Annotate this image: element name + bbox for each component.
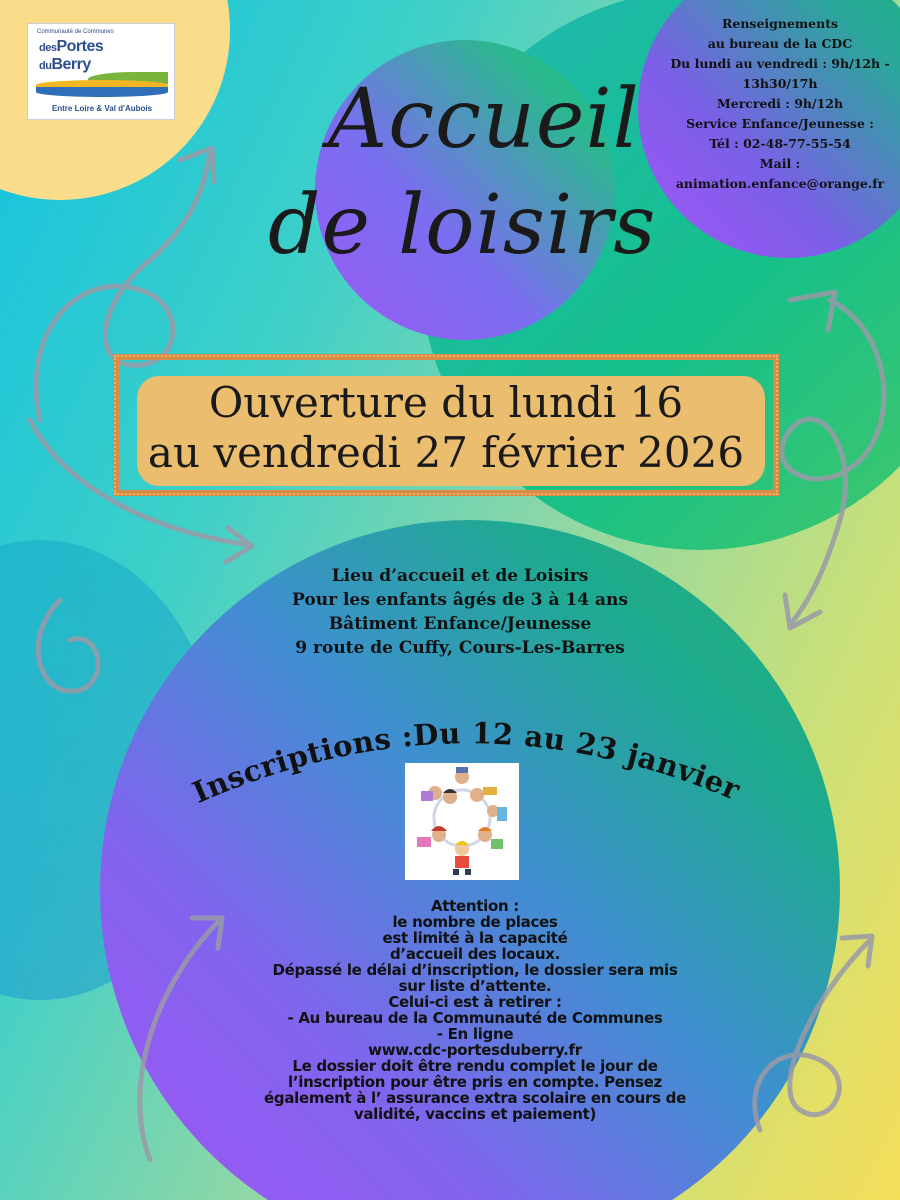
- info-line: 13h30/17h: [742, 76, 818, 91]
- attention-line: d’accueil des locaux.: [390, 945, 560, 963]
- lieu-line: Bâtiment Enfance/Jeunesse: [328, 614, 592, 634]
- logo-line-1: desPortes: [39, 38, 104, 55]
- title-line-2: de loisirs: [268, 178, 657, 273]
- logo-bottom-text: Entre Loire & Val d'Aubois: [51, 104, 153, 113]
- attention-line: sur liste d’attente.: [398, 977, 552, 995]
- attention-line: également à l’ assurance extra scolaire en cours de: [264, 1089, 686, 1107]
- info-line: Mercredi : 9h/12h: [716, 96, 844, 111]
- attention-line: Attention :: [430, 897, 520, 915]
- logo-top-text: Communauté de Communes: [37, 29, 114, 35]
- attention-line: l’inscription pour être pris en compte. Pensez: [288, 1073, 662, 1091]
- attention-line: le nombre de places: [392, 913, 558, 931]
- attention-line: - Au bureau de la Communauté de Communes: [287, 1009, 663, 1027]
- info-line: Renseignements: [721, 16, 839, 31]
- info-line: animation.enfance@orange.fr: [675, 176, 885, 191]
- attention-line: Celui-ci est à retirer :: [388, 993, 562, 1011]
- attention-notice: [225, 898, 725, 1122]
- info-line: Mail :: [759, 156, 801, 171]
- lieu-line: Pour les enfants âgés de 3 à 14 ans: [292, 590, 628, 610]
- attention-line: Le dossier doit être rendu complet le jour de: [292, 1057, 658, 1075]
- lieu-line: Lieu d’accueil et de Loisirs: [331, 566, 589, 586]
- banner-line-1: Ouverture du lundi 16: [208, 378, 684, 427]
- lieu-line: 9 route de Cuffy, Cours-Les-Barres: [295, 638, 625, 658]
- info-line: Du lundi au vendredi : 9h/12h -: [670, 56, 890, 71]
- kids-circle-illustration: [405, 763, 519, 880]
- info-line: Service Enfance/Jeunesse :: [686, 116, 874, 131]
- inscriptions-text: Inscriptions :Du 12 au 23 janvier: [187, 716, 746, 810]
- logo-line-2: duBerry: [39, 56, 91, 73]
- banner-line-2: au vendredi 27 février 2026: [147, 428, 745, 477]
- info-line: au bureau de la CDC: [707, 36, 853, 51]
- attention-line: Dépassé le délai d’inscription, le dossier sera mis: [272, 961, 678, 979]
- attention-line: validité, vaccins et paiement): [353, 1105, 597, 1123]
- title-line-1: Accueil: [328, 72, 640, 167]
- attention-line: - En ligne: [436, 1025, 514, 1043]
- website-link[interactable]: www.cdc-portesduberry.fr: [368, 1041, 582, 1059]
- attention-line: est limité à la capacité: [382, 929, 568, 947]
- info-line: Tél : 02-48-77-55-54: [709, 136, 851, 151]
